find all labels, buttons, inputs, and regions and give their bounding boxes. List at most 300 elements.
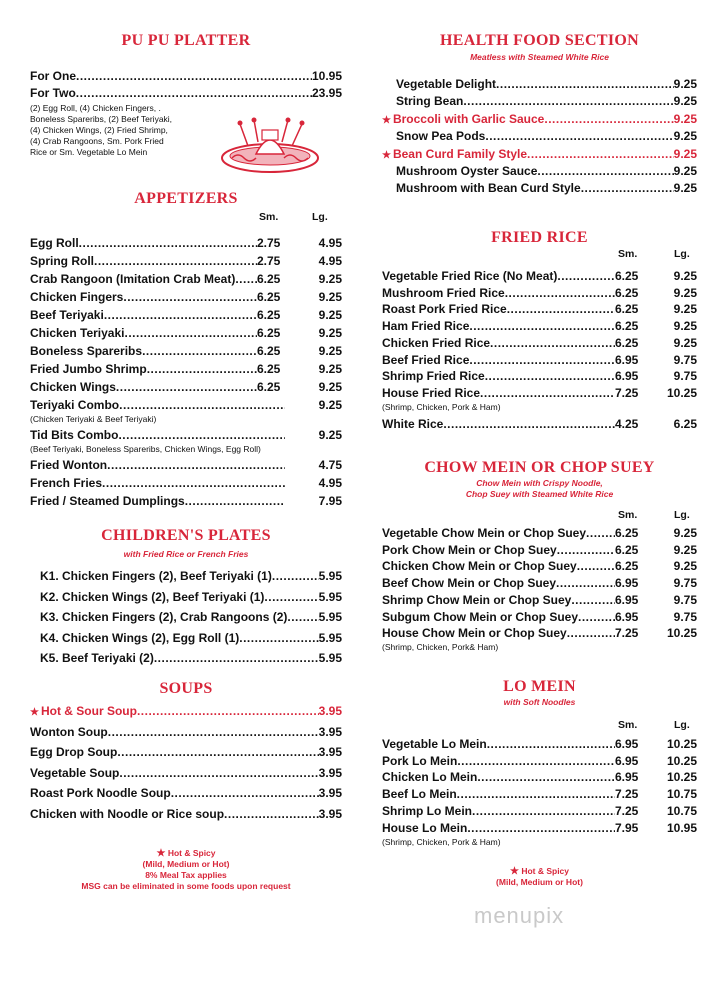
fried-rice-col-headers (382, 247, 697, 261)
spicy-star-icon: ★ (382, 114, 391, 126)
menu-item (30, 703, 342, 720)
menu-item-wrap (30, 457, 342, 474)
dot-leader (487, 736, 615, 753)
item-name: Teriyaki Combo (30, 398, 120, 412)
item-name: Vegetable Delight (396, 77, 497, 91)
dot-leader (171, 785, 319, 802)
item-price-lg: 9.25 (318, 344, 342, 358)
item-name: Egg Roll (30, 236, 79, 250)
item-price-lg: 9.25 (673, 526, 697, 540)
dot-leader (485, 128, 673, 145)
item-name: Ham Fried Rice (382, 319, 470, 334)
menu-item (382, 335, 697, 352)
menu-item (30, 253, 342, 270)
item-name: Vegetable Chow Mein or Chop Suey (382, 526, 587, 540)
item-name: Chicken Wings (30, 380, 116, 394)
item-price: 3.95 (318, 745, 342, 759)
children-items (30, 568, 342, 667)
item-price: 9.25 (673, 129, 697, 144)
menu-item-wrap (40, 589, 342, 606)
dot-leader (76, 68, 312, 85)
item-price-sm: 6.25 (615, 335, 639, 350)
item-name: Egg Drop Soup (30, 745, 118, 759)
star-icon: ★ (156, 848, 166, 859)
item-name: Vegetable Lo Mein (382, 737, 487, 751)
menu-item-wrap (382, 268, 697, 285)
right-footer (382, 866, 697, 888)
menu-item (30, 235, 342, 252)
menu-item-wrap (40, 609, 342, 626)
dot-leader (147, 361, 257, 378)
item-price-sm: 2.75 (257, 254, 281, 268)
item-price: 5.95 (318, 589, 342, 604)
menu-item (30, 397, 342, 414)
item-price-sm: 6.25 (615, 269, 639, 283)
item-price-sm: 6.95 (615, 737, 639, 751)
item-price-lg: 9.25 (673, 285, 697, 300)
footer-meal-tax: 8% Meal Tax applies (145, 870, 227, 880)
menu-item-wrap (30, 493, 342, 510)
dot-leader (125, 325, 258, 342)
dot-leader (463, 93, 673, 110)
col-header-lg: Lg. (674, 248, 690, 260)
children-subtitle: with Fried Rice or French Fries (123, 549, 249, 559)
menu-item-wrap (30, 271, 342, 288)
item-price-lg: 6.25 (673, 416, 697, 431)
item-price-sm: 7.25 (615, 626, 639, 641)
menu-item (382, 736, 697, 753)
item-name: K1. Chicken Fingers (2), Beef Teriyaki (1) (40, 569, 272, 583)
lo-mein-subtitle: with Soft Noodles (503, 697, 576, 707)
menu-item-wrap (382, 786, 697, 803)
item-name: French Fries (30, 476, 103, 490)
menu-item (30, 325, 342, 342)
menu-item-wrap (30, 806, 342, 823)
menu-item (30, 343, 342, 360)
item-price-lg: 9.25 (673, 559, 697, 574)
item-price-lg: 9.25 (318, 398, 342, 412)
item-price-sm: 2.75 (257, 236, 281, 250)
menu-item (382, 753, 697, 770)
dot-leader (457, 753, 615, 770)
item-name: Chicken Fried Rice (382, 335, 491, 350)
item-price-lg: 9.25 (318, 272, 342, 286)
item-name: Subgum Chow Mein or Chop Suey (382, 609, 578, 624)
item-name: Pork Lo Mein (382, 753, 458, 768)
menu-item-wrap (30, 744, 342, 761)
menu-item-wrap (40, 568, 342, 585)
dot-leader (577, 558, 615, 575)
item-price-sm: 7.95 (615, 820, 639, 835)
item-name: K4. Chicken Wings (2), Egg Roll (1) (40, 630, 240, 645)
item-name: String Bean (396, 94, 464, 109)
menu-item (40, 609, 342, 626)
item-price-sm: 6.25 (257, 326, 281, 340)
item-name: Boneless Spareribs (30, 344, 143, 358)
dot-leader (477, 769, 615, 786)
item-name: Chicken Fingers (30, 290, 124, 304)
footer-spice-levels: (Mild, Medium or Hot) (496, 877, 583, 887)
menu-item (382, 803, 697, 820)
dot-leader (578, 609, 615, 626)
item-price-sm: 4.25 (615, 416, 639, 431)
item-name: Mushroom Oyster Sauce (396, 163, 538, 178)
menu-item (382, 786, 697, 803)
menu-item-wrap (382, 335, 697, 352)
item-name: Chicken Chow Mein or Chop Suey (382, 559, 577, 574)
item-price-sm: 6.25 (257, 308, 281, 322)
chow-mein-section (382, 459, 697, 656)
health-title: HEALTH FOOD SECTION (440, 32, 639, 49)
menu-item-wrap (382, 93, 697, 110)
menu-item (396, 93, 697, 110)
menu-item-wrap (382, 163, 697, 180)
menu-item-wrap (30, 397, 342, 425)
children-section (30, 527, 342, 671)
item-price-sm: 6.25 (615, 542, 639, 557)
col-header-lg: Lg. (312, 211, 328, 223)
item-price-sm: 6.25 (615, 526, 639, 540)
item-name: Shrimp Fried Rice (382, 369, 485, 384)
platter-note: (4) Crab Rangoons, Sm. Pork Fried (30, 136, 164, 146)
lo-mein-section (382, 678, 697, 850)
item-price: 10.95 (311, 69, 342, 83)
item-price-sm: 6.25 (615, 285, 639, 300)
menu-item (30, 427, 342, 444)
menu-item-wrap (30, 427, 342, 455)
menu-item (382, 558, 697, 575)
item-price: 3.95 (318, 806, 342, 821)
item-price-lg: 9.25 (318, 428, 342, 442)
menu-item-wrap (382, 368, 697, 385)
item-price-lg: 9.75 (673, 352, 697, 367)
dot-leader (107, 457, 285, 474)
fried-rice-title: FRIED RICE (491, 229, 588, 246)
dot-leader (581, 180, 674, 197)
menu-item-wrap (382, 753, 697, 770)
menu-item-wrap (382, 525, 697, 542)
item-name: Beef Chow Mein or Chop Suey (382, 576, 557, 591)
dot-leader (527, 146, 674, 163)
children-title: CHILDREN'S PLATES (101, 527, 271, 544)
item-price: 3.95 (318, 765, 342, 780)
item-name: Fried Jumbo Shrimp (30, 362, 147, 376)
soups-title: SOUPS (159, 680, 213, 697)
item-price-lg: 10.25 (666, 737, 697, 751)
dot-leader (485, 368, 615, 385)
menu-item-wrap (30, 361, 342, 378)
menu-item-wrap (382, 625, 697, 653)
item-price: 9.25 (673, 77, 697, 91)
footer-msg-note: MSG can be eliminated in some foods upon request (81, 881, 291, 891)
health-section (382, 32, 697, 198)
item-price-sm: 6.25 (615, 319, 639, 334)
fried-rice-items (382, 268, 697, 433)
platter-icon (218, 116, 322, 176)
item-name: Chicken Lo Mein (382, 770, 478, 785)
menu-item-wrap (382, 542, 697, 559)
item-price-sm: 6.25 (615, 302, 639, 317)
item-price-sm: 6.95 (615, 770, 639, 785)
menu-item (30, 307, 342, 324)
item-name: Snow Pea Pods (396, 129, 486, 144)
menu-item-wrap (382, 318, 697, 335)
dot-leader (118, 427, 285, 444)
lo-mein-title: LO MEIN (503, 678, 576, 695)
dot-leader (154, 650, 319, 667)
item-price-lg: 9.75 (673, 609, 697, 624)
item-name: For One (30, 69, 77, 83)
item-price-sm: 6.95 (615, 609, 639, 624)
item-price-lg: 10.25 (666, 626, 697, 641)
lo-mein-items (382, 736, 697, 848)
item-name: Beef Teriyaki (30, 308, 104, 322)
item-price-lg: 10.95 (666, 820, 697, 835)
item-price: 23.95 (311, 86, 342, 100)
menu-item (382, 542, 697, 559)
menu-item-wrap (382, 736, 697, 753)
menu-item (40, 589, 342, 606)
item-price-sm: 6.25 (257, 290, 281, 304)
item-price-sm: 7.25 (615, 385, 639, 400)
menu-item-wrap (30, 343, 342, 360)
platter-note: Rice or Sm. Vegetable Lo Mein (30, 147, 148, 157)
item-name: Wonton Soup (30, 724, 108, 739)
chow-mein-subtitle-1: Chow Mein with Crispy Noodle, (476, 478, 603, 488)
appetizers-section (30, 190, 342, 511)
item-note: (Chicken Teriyaki & Beef Teriyaki) (30, 414, 157, 424)
item-price-sm: 6.25 (257, 380, 281, 394)
menu-item (30, 457, 342, 474)
menu-item (30, 765, 342, 782)
spicy-star-icon: ★ (30, 707, 39, 718)
dot-leader (108, 724, 319, 741)
menu-item (40, 630, 342, 647)
item-price-lg: 9.25 (673, 335, 697, 350)
dot-leader (142, 343, 257, 360)
item-price-sm: 6.95 (615, 369, 639, 384)
pupu-notes (30, 103, 205, 158)
dot-leader (472, 803, 615, 820)
item-name: Roast Pork Fried Rice (382, 302, 507, 317)
item-price-lg: 9.25 (318, 326, 342, 340)
menu-item-wrap (30, 724, 342, 741)
item-name: Chicken with Noodle or Rice soup (30, 806, 225, 821)
pupu-section (30, 32, 342, 158)
menu-item-wrap (382, 769, 697, 786)
menu-item (30, 724, 342, 741)
item-price-sm: 6.95 (615, 753, 639, 768)
menu-item (382, 820, 697, 837)
item-price-lg: 10.25 (666, 770, 697, 785)
item-name: Mushroom Fried Rice (382, 285, 505, 300)
item-name: Hot & Sour Soup (40, 704, 137, 718)
item-price: 5.95 (318, 569, 342, 583)
item-price-lg: 9.25 (673, 269, 697, 283)
menu-item (382, 368, 697, 385)
chow-mein-col-headers (382, 500, 697, 521)
left-footer (30, 848, 342, 892)
dot-leader (544, 111, 673, 128)
menu-item-wrap (40, 630, 342, 647)
dot-leader (287, 609, 318, 626)
soups-items (30, 703, 342, 823)
dot-leader (79, 235, 257, 252)
dot-leader (104, 307, 257, 324)
menu-item (382, 268, 697, 285)
item-price-lg: 4.95 (318, 236, 342, 250)
item-price: 9.25 (673, 163, 697, 178)
item-name: K3. Chicken Fingers (2), Crab Rangoons (2) (40, 610, 288, 625)
menu-item (382, 525, 697, 542)
lo-mein-col-headers (382, 708, 697, 731)
menu-item (30, 475, 342, 492)
dot-leader (469, 352, 615, 369)
dot-leader (505, 285, 615, 302)
menu-item-wrap (382, 301, 697, 318)
dot-leader (480, 385, 615, 402)
menu-item (382, 609, 697, 626)
menu-item-wrap (30, 703, 342, 720)
menu-item-wrap (30, 253, 342, 270)
dot-leader (469, 318, 615, 335)
menu-item (30, 785, 342, 802)
item-price: 5.95 (318, 630, 342, 645)
dot-leader (116, 379, 257, 396)
menu-item-wrap (30, 289, 342, 306)
menu-item (396, 180, 697, 197)
menu-item-wrap (30, 475, 342, 492)
menu-item (30, 271, 342, 288)
menu-item-wrap (382, 285, 697, 302)
menu-item-wrap (382, 385, 697, 413)
item-price-lg: 9.25 (673, 542, 697, 557)
item-name: House Chow Mein or Chop Suey (382, 626, 567, 641)
footer-hot-spicy: Hot & Spicy (167, 848, 216, 858)
menu-item (382, 385, 697, 402)
item-price: 9.25 (673, 111, 697, 126)
dot-leader (235, 271, 257, 288)
menu-item-wrap (40, 650, 342, 667)
item-price: 9.25 (673, 181, 697, 196)
health-items (382, 76, 697, 197)
col-header-sm: Sm. (618, 719, 638, 731)
menu-item (382, 625, 697, 642)
item-price-sm: 6.95 (615, 352, 639, 367)
menu-item (382, 301, 697, 318)
item-name: Fried Wonton (30, 458, 108, 472)
item-price-sm: 6.25 (615, 559, 639, 574)
dot-leader (496, 76, 674, 93)
item-price-lg: 10.75 (666, 803, 697, 818)
appetizers-items (30, 235, 342, 510)
dot-leader (123, 289, 257, 306)
col-header-lg: Lg. (674, 719, 690, 731)
watermark: menupix (474, 903, 565, 928)
menu-item (30, 361, 342, 378)
item-price-sm: 6.95 (615, 592, 639, 607)
menu-item (40, 568, 342, 585)
star-icon: ★ (509, 866, 519, 877)
menu-item-wrap (382, 146, 697, 163)
platter-note: Boneless Spareribs, (2) Beef Teriyaki, (30, 114, 173, 124)
item-price: 9.25 (673, 94, 697, 109)
menu-item (30, 68, 342, 85)
menu-item-wrap (382, 416, 697, 433)
item-price-sm: 6.25 (257, 344, 281, 358)
dot-leader (224, 806, 319, 823)
dot-leader (467, 820, 615, 837)
menu-item-wrap (30, 765, 342, 782)
item-price: 3.95 (318, 704, 342, 718)
menu-item (30, 493, 342, 510)
dot-leader (443, 416, 615, 433)
dot-leader (537, 163, 673, 180)
menu-item (382, 352, 697, 369)
dot-leader (571, 592, 615, 609)
item-price: 3.95 (318, 724, 342, 739)
menu-item (40, 650, 342, 667)
item-name: K5. Beef Teriyaki (2) (40, 651, 154, 666)
dot-leader (556, 575, 615, 592)
item-price-lg: 9.25 (318, 380, 342, 394)
dot-leader (94, 253, 257, 270)
item-price: 9.25 (673, 146, 697, 161)
item-price-lg: 9.75 (673, 369, 697, 384)
chow-mein-subtitle-2: Chop Suey with Steamed White Rice (465, 489, 614, 499)
pupu-title: PU PU PLATTER (121, 32, 251, 49)
appetizers-col-headers (30, 208, 342, 226)
item-price-lg: 9.25 (318, 308, 342, 322)
item-name: Pork Chow Mein or Chop Suey (382, 542, 557, 557)
dot-leader (507, 301, 615, 318)
dot-leader (272, 568, 319, 585)
dot-leader (490, 335, 615, 352)
spicy-star-icon: ★ (382, 149, 391, 161)
item-name: Chicken Teriyaki (30, 326, 125, 340)
menu-item (382, 285, 697, 302)
item-name: Mushroom with Bean Curd Style (396, 181, 581, 196)
dot-leader (119, 397, 285, 414)
menu-item (30, 289, 342, 306)
item-name: White Rice (382, 416, 444, 431)
item-name: Beef Lo Mein (382, 787, 457, 802)
item-name: Tid Bits Combo (30, 428, 119, 442)
menu-item (30, 85, 342, 102)
menu-item-wrap (382, 575, 697, 592)
col-header-lg: Lg. (674, 509, 690, 521)
item-price-lg: 10.75 (666, 787, 697, 802)
item-price-lg: 4.95 (318, 476, 342, 490)
item-price: 5.95 (318, 610, 342, 625)
menu-item (396, 76, 697, 93)
dot-leader (137, 703, 319, 720)
item-price-lg: 4.75 (318, 458, 342, 472)
item-name: Bean Curd Family Style (392, 146, 528, 161)
item-name: Spring Roll (30, 254, 94, 268)
soups-section (30, 680, 342, 826)
dot-leader (557, 268, 615, 285)
menu-item (382, 575, 697, 592)
menu-item-wrap (30, 235, 342, 252)
menu-item-wrap (382, 592, 697, 609)
menu-item-wrap (30, 307, 342, 324)
chow-mein-title: CHOW MEIN OR CHOP SUEY (424, 459, 655, 476)
item-price-lg: 10.25 (666, 385, 697, 400)
dot-leader (586, 525, 615, 542)
menu-item (30, 806, 342, 823)
col-header-sm: Sm. (618, 248, 638, 260)
